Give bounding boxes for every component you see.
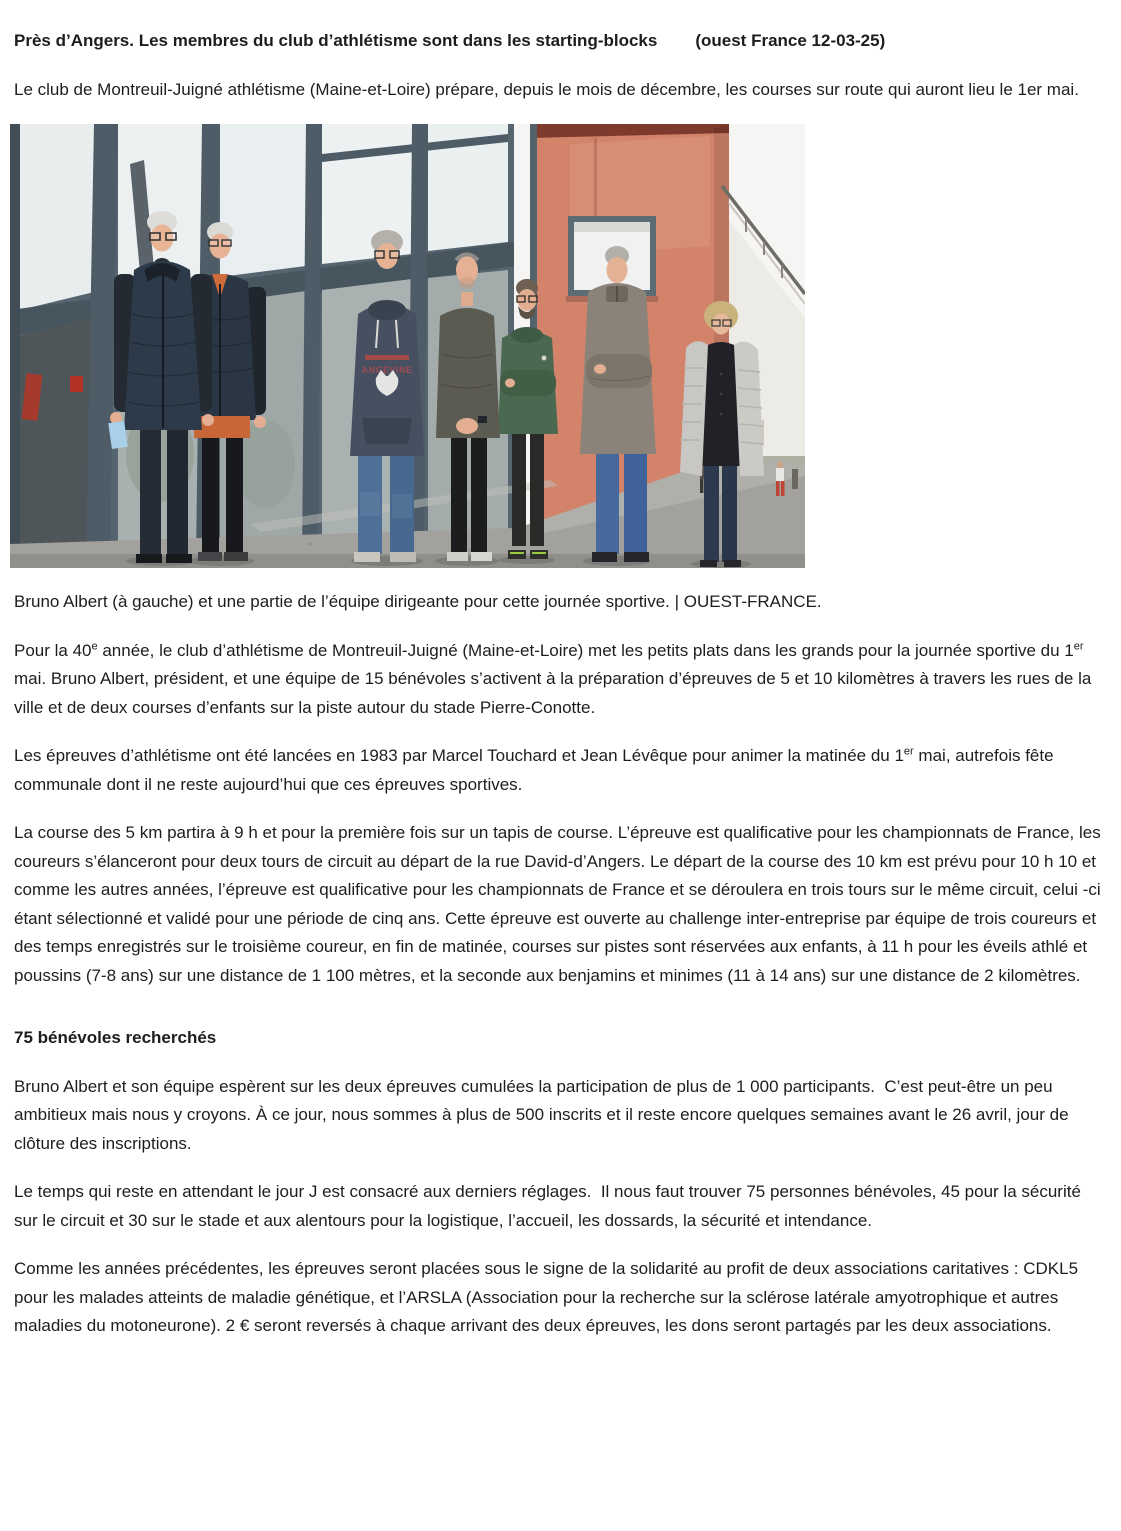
article-title-text: Près d’Angers. Les membres du club d’athlétisme sont dans les starting-blocks: [14, 31, 658, 50]
photo-caption: Bruno Albert (à gauche) et une partie de l’équipe dirigeante pour cette journée sportive. | OUEST-FRANCE.: [14, 592, 822, 611]
glasses-icon: [209, 240, 218, 246]
article-photo: [10, 124, 805, 568]
hoodie-text: ANGEVINE: [361, 365, 413, 375]
paragraph-text: année, le club d’athlétisme de Montreuil-Juigné (Maine-et-Loire) met les petits plats dans les grands pour la journée sportive du 1: [97, 640, 1074, 660]
glasses-icon: [375, 251, 384, 258]
paragraph-text: mai, autrefois fête communale dont il ne reste aujourd’hui que ces épreuves sportives.: [14, 746, 1054, 794]
intro-paragraph: Le club de Montreuil-Juigné athlétisme (Maine-et-Loire) prépare, depuis le mois de décembre, les courses sur route qui auront lieu le 1er mai.: [14, 79, 1079, 99]
clasped-hands: [456, 418, 478, 434]
watch: [478, 416, 487, 423]
subheading-volunteers: 75 bénévoles recherchés: [14, 1028, 217, 1047]
ordinal-sup: e: [91, 639, 98, 652]
ordinal-sup: er: [903, 745, 914, 758]
kangaroo-pocket: [362, 418, 412, 444]
paragraph-history: [14, 742, 1107, 799]
photo-scene: [10, 124, 805, 568]
ordinal-sup: er: [1073, 639, 1084, 652]
paragraph-volunteers-needed: Le temps qui reste en attendant le jour J est consacré aux derniers réglages. Il nous faut trouver 75 personnes bénévoles, 45 pour la sécurité sur le circuit et 30 sur le stade et aux alentours pour la logistique, l’accueil, les dossards, la sécurité et intendance.: [14, 1182, 1081, 1230]
glasses-icon: [150, 233, 160, 240]
hood: [368, 300, 406, 320]
paragraph-races: La course des 5 km partira à 9 h et pour la première fois sur un tapis de course. L’épreuve est qualificative pour les championnats de France, les coureurs s’élanceront pour deux tours de circuit au départ de la rue David-d’Angers. Le départ de la course des 10 km est prévu pour 10 h 10 et comme les autres années, l’épreuve est qualificative pour les championnats de France et se déroulera en trois tours sur le même circuit, celui -ci étant sélectionné et validé pour une période de cinq ans. Cette épreuve est ouverte au challenge inter-entreprise par équipe de trois coureurs et des temps enregistrés sur le troisième coureur, en fin de matinée, courses sur pistes sont réservées aux enfants, à 11 h pour les éveils athlé et poussins (7-8 ans) sur une distance de 1 100 mètres, et la seconde aux benjamins et minimes (11 à 14 ans) sur une distance de 2 kilomètres.: [14, 823, 1101, 985]
red-trousers-figure: [776, 481, 780, 496]
paragraph-anniversary: [14, 637, 1107, 723]
paragraph-text: Pour la 40: [14, 640, 92, 660]
paragraph-charity: Comme les années précédentes, les épreuves seront placées sous le signe de la solidarité au profit de deux associations caritatives : CDKL5 pour les malades atteints de maladie génétique, et l’ARSLA (Association pour la recherche sur la sclérose latérale amyotrophique et autres maladies du motoneurone). 2 € seront reversés à chaque arrivant des deux épreuves, les dons seront partagés par les deux associations.: [14, 1259, 1079, 1335]
article-source: (ouest France 12-03-25): [695, 31, 886, 50]
door-glass: [20, 317, 94, 556]
paragraph-participants: Bruno Albert et son équipe espèrent sur les deux épreuves cumulées la participation de plus de 1 000 participants. C’est peut-être un peu ambitieux mais nous y croyons. À ce jour, nous sommes à plus de 500 inscrits et il reste encore quelques semaines avant le 26 avril, jour de clôture des inscriptions.: [14, 1076, 1069, 1153]
paragraph-text: mai. Bruno Albert, président, et une équipe de 15 bénévoles s’activent à la préparation d’épreuves de 5 et 10 kilomètres à travers les rues de la ville et de deux courses d’enfants sur la piste autour du stade Pierre-Conotte.: [14, 669, 1092, 717]
article-title: [14, 27, 1107, 56]
paragraph-text: Les épreuves d’athlétisme ont été lancées en 1983 par Marcel Touchard et Jean Lévêque pour animer la matinée du 1: [14, 746, 904, 765]
